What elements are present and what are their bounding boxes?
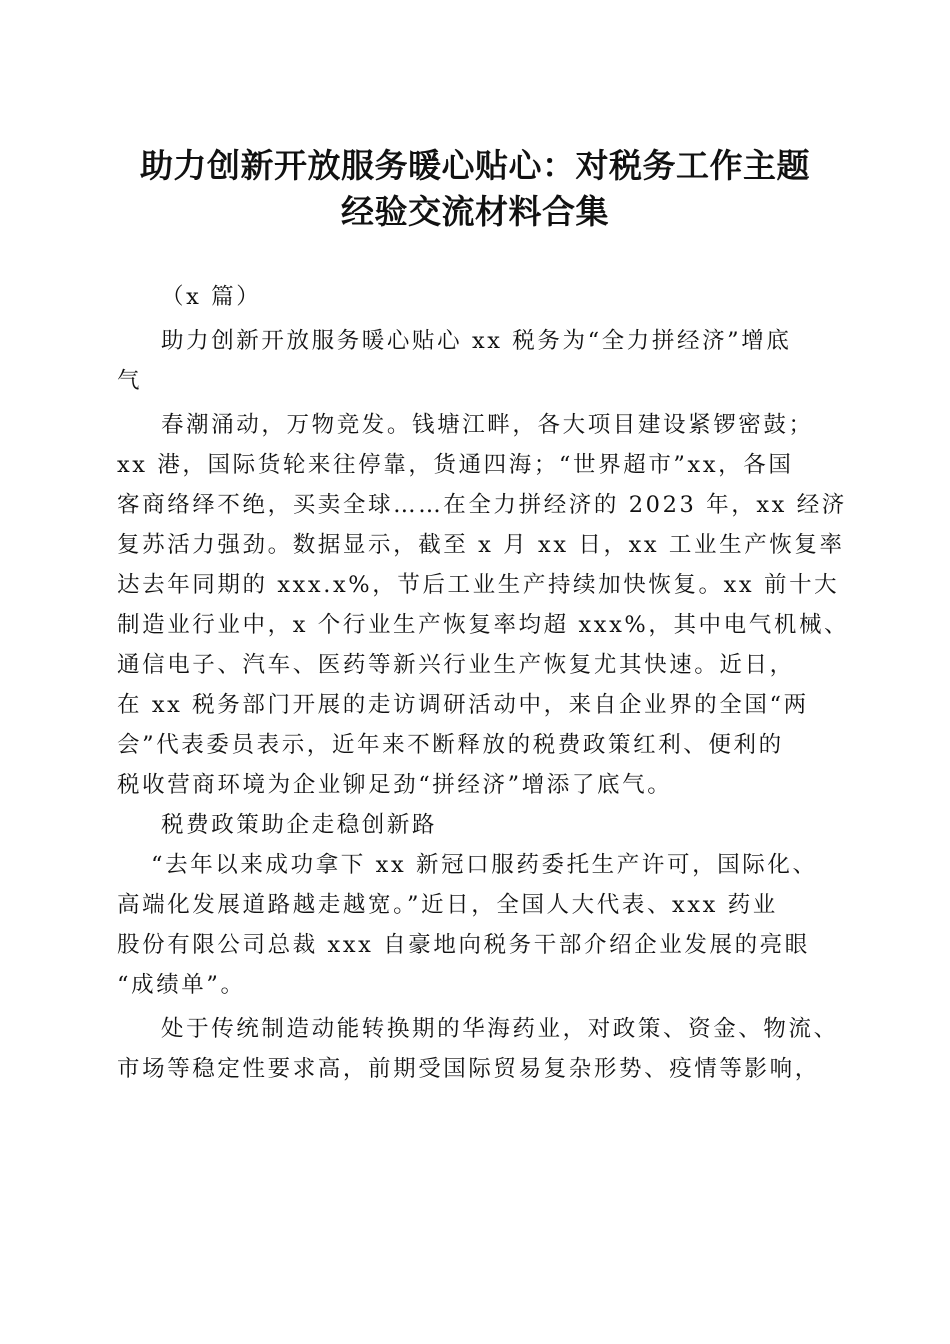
paragraph-line: 达去年同期的 xxx.x%，节后工业生产持续加快恢复。xx 前十大 bbox=[117, 572, 840, 598]
paragraph-line: 高端化发展道路越走越宽。”近日，全国人大代表、xxx 药业 bbox=[117, 892, 778, 918]
paragraph-line: xx 港，国际货轮来往停靠，货通四海；“世界超市”xx，各国 bbox=[117, 452, 794, 478]
subtitle-line-1: 助力创新开放服务暖心贴心 xx 税务为“全力拼经济”增底 bbox=[161, 328, 792, 354]
subtitle-line-2: 气 bbox=[117, 368, 143, 394]
paragraph-line: 通信电子、汽车、医药等新兴行业生产恢复尤其快速。近日， bbox=[117, 652, 795, 678]
paragraph-line: 股份有限公司总裁 xxx 自豪地向税务干部介绍企业发展的亮眼 bbox=[117, 932, 810, 958]
paragraph-line: “成绩单”。 bbox=[117, 972, 246, 998]
paragraph-line: 税收营商环境为企业铆足劲“拼经济”增添了底气。 bbox=[117, 772, 673, 798]
document-body bbox=[117, 277, 850, 1089]
paragraph-line: 客商络绎不绝，买卖全球……在全力拼经济的 2023 年，xx 经济 bbox=[117, 492, 847, 518]
paragraph-line: “去年以来成功拿下 xx 新冠口服药委托生产许可，国际化、 bbox=[151, 852, 818, 878]
paragraph-line: 复苏活力强劲。数据显示，截至 x 月 xx 日，xx 工业生产恢复率 bbox=[117, 532, 845, 558]
paragraph-line: 处于传统制造动能转换期的华海药业，对政策、资金、物流、 bbox=[161, 1016, 839, 1042]
paragraph-line: 春潮涌动，万物竞发。钱塘江畔，各大项目建设紧锣密鼓； bbox=[161, 412, 814, 438]
paragraph-line: 会”代表委员表示，近年来不断释放的税费政策红利、便利的 bbox=[117, 732, 784, 758]
document-title-line-1: 助力创新开放服务暖心贴心：对税务工作主题 bbox=[140, 146, 810, 185]
paragraph-line: 制造业行业中，x 个行业生产恢复率均超 xxx%，其中电气机械、 bbox=[117, 612, 850, 638]
paragraph-line: 在 xx 税务部门开展的走访调研活动中，来自企业界的全国“两 bbox=[117, 692, 809, 718]
document-title-line-2: 经验交流材料合集 bbox=[341, 192, 609, 231]
article-count: （x 篇） bbox=[161, 284, 262, 310]
paragraph-line: 市场等稳定性要求高，前期受国际贸易复杂形势、疫情等影响， bbox=[117, 1056, 820, 1082]
section-heading: 税费政策助企走稳创新路 bbox=[161, 812, 438, 838]
